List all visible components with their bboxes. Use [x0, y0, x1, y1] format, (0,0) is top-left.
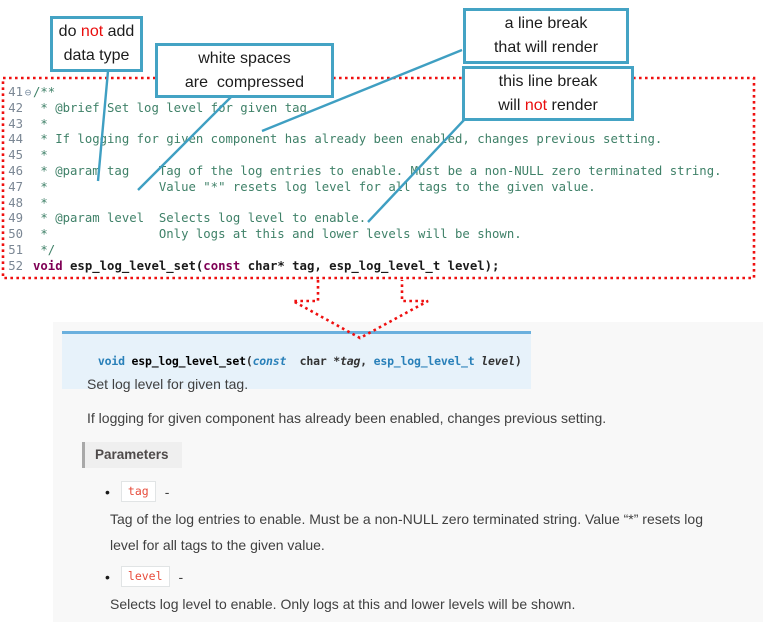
line-number: 41: [8, 85, 23, 99]
sig-param-level: level: [481, 354, 515, 368]
code-text: /**: [33, 85, 56, 99]
code-text: *: [33, 148, 48, 163]
line-number: 42: [8, 100, 23, 115]
code-line: [5, 180, 722, 196]
code-text: * @param tag Tag of the log entries to enable. Must be a non-NULL zero terminated string.: [33, 163, 722, 178]
callout-no-datatype: [50, 16, 143, 72]
code-text: * If logging for given component has already been enabled, changes previous setting.: [33, 132, 663, 147]
line-number: 48: [8, 195, 23, 210]
line-number: 45: [8, 148, 23, 163]
bullet-icon: •: [105, 483, 110, 500]
param-item-tag: [105, 481, 169, 502]
line-number: 51: [8, 242, 23, 257]
param-name-tag: tag: [121, 481, 156, 502]
sig-paren: ): [514, 354, 522, 368]
sig-function-name: esp_log_level_set: [131, 354, 246, 368]
sig-param-tag: tag: [340, 354, 361, 368]
line-number: 43: [8, 116, 23, 131]
param-dash: -: [164, 483, 170, 500]
code-text: * @param level Selects log level to enable.: [33, 211, 367, 226]
sig-char-type: char *: [286, 354, 340, 368]
line-number: 49: [8, 211, 23, 226]
line-number: 44: [8, 132, 23, 147]
fold-minus-icon[interactable]: ⊖: [24, 86, 32, 99]
code-line: [5, 211, 722, 227]
code-text: * Value "*" resets log level for all tags to the given value.: [33, 179, 596, 194]
code-line: [5, 243, 722, 259]
callout-linebreak-renders: [463, 8, 629, 64]
callout-line: are compressed: [184, 73, 305, 91]
callout-line: this line break: [498, 72, 598, 90]
callout-line: do not add: [58, 23, 135, 40]
code-text: void esp_log_level_set(const char* tag, esp_log_level_t level);: [33, 258, 500, 273]
line-number: 50: [8, 227, 23, 242]
code-line: [5, 196, 722, 212]
line-number: 52: [8, 258, 23, 273]
code-line: [5, 164, 722, 180]
callout-line: a line break: [504, 15, 588, 32]
code-text: * @brief Set log level for given tag: [33, 100, 307, 115]
parameters-heading: Parameters: [82, 442, 182, 468]
sig-comma: ,: [360, 354, 374, 368]
code-line: [5, 132, 722, 148]
code-line: [5, 148, 722, 164]
code-line-declaration: [5, 259, 722, 275]
code-text: *: [33, 116, 48, 131]
doc-brief-paragraph: Set log level for given tag.: [87, 376, 249, 392]
param-name-level: level: [121, 566, 170, 587]
doc-detail-paragraph: If logging for given component has already been enabled, changes previous setting.: [87, 410, 607, 426]
line-number: 46: [8, 163, 23, 178]
line-number: 47: [8, 179, 23, 194]
sig-const-keyword: const: [252, 354, 287, 368]
sig-return-type: void: [97, 354, 132, 368]
callout-line: will not render: [498, 96, 598, 114]
rendered-doc-panel: [53, 322, 763, 622]
code-text: */: [33, 242, 56, 257]
bullet-icon: •: [105, 568, 110, 585]
code-text: * Only logs at this and lower levels will be shown.: [33, 227, 522, 242]
code-line: [5, 227, 722, 243]
param-dash: -: [178, 568, 184, 585]
callout-line: data type: [63, 47, 130, 64]
param-item-level: [105, 566, 183, 587]
param-desc-tag: Tag of the log entries to enable. Must be a non-NULL zero terminated string. Value “*” resets log level for all tags to the given value.: [110, 511, 703, 553]
callout-line: that will render: [493, 39, 599, 56]
callout-linebreak-not-render: [462, 66, 634, 121]
callout-line: white spaces: [198, 49, 291, 67]
sig-type-link[interactable]: esp_log_level_t: [373, 354, 475, 368]
code-text: *: [33, 195, 48, 210]
sig-paren: (: [245, 354, 253, 368]
callout-whitespace-compressed: [155, 43, 334, 98]
param-desc-level: Selects log level to enable. Only logs at this and lower levels will be shown.: [110, 596, 576, 612]
